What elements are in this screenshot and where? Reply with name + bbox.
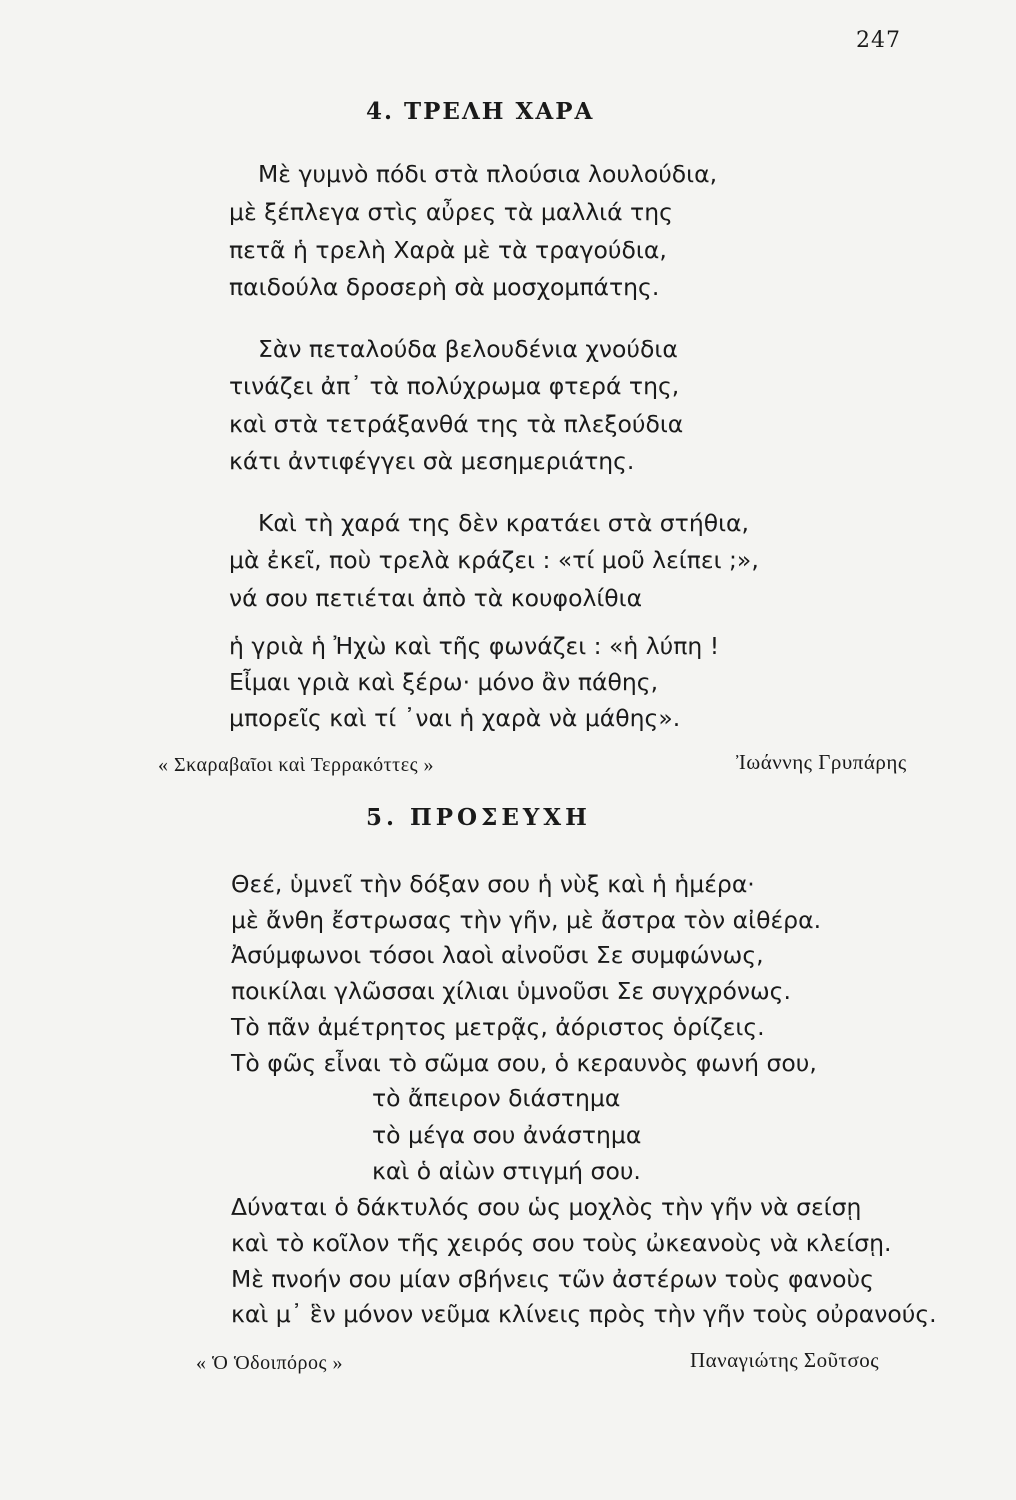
page-number: 247 (856, 28, 901, 53)
verse-line: Καὶ τὴ χαρά της δὲν κρατάει στὰ στήθια, (258, 509, 750, 537)
verse-line: Εἶμαι γριὰ καὶ ξέρω· μόνο ἂν πάθης, (229, 668, 659, 696)
verse-line: ποικίλαι γλῶσσαι χίλιαι ὑμνοῦσι Σε συγχρόνως. (231, 977, 791, 1005)
verse-line: τινάζει ἀπ᾽ τὰ πολύχρωμα φτερά της, (229, 372, 680, 400)
verse-line: τὸ μέγα σου ἀνάστημα (372, 1121, 642, 1149)
verse-line: ἡ γριὰ ἡ Ἠχὼ καὶ τῆς φωνάζει : «ἡ λύπη ! (229, 632, 720, 660)
verse-line: μπορεῖς καὶ τί ᾽ναι ἡ χαρὰ νὰ μάθης». (229, 704, 681, 732)
poem-author: Παναγιώτης Σοῦτσος (690, 1348, 880, 1372)
verse-line: τὸ ἄπειρον διάστημα (372, 1084, 621, 1112)
verse-line: Τὸ φῶς εἶναι τὸ σῶμα σου, ὁ κεραυνὸς φωνή σου, (231, 1049, 817, 1077)
verse-line: νά σου πετιέται ἀπὸ τὰ κουφολίθια (229, 584, 643, 612)
poem-title: 4. ΤΡΕΛΗ ΧΑΡΑ (366, 98, 595, 125)
poem-author: Ἰωάννης Γρυπάρης (736, 750, 907, 774)
verse-line: καὶ στὰ τετράξανθά της τὰ πλεξούδια (229, 410, 684, 438)
verse-line: Μὲ πνοήν σου μίαν σβήνεις τῶν ἀστέρων τοὺς φανοὺς (231, 1265, 874, 1293)
verse-line: πετᾶ ἡ τρελὴ Χαρὰ μὲ τὰ τραγούδια, (229, 236, 667, 264)
poem-source: « Ὁ Ὁδοιπόρος » (196, 1352, 343, 1374)
verse-line: μὰ ἐκεῖ, ποὺ τρελὰ κράζει : «τί μοῦ λείπει ;», (229, 546, 759, 574)
verse-line: Μὲ γυμνὸ πόδι στὰ πλούσια λουλούδια, (258, 160, 718, 188)
verse-line: Δύναται ὁ δάκτυλός σου ὡς μοχλὸς τὴν γῆν νὰ σείσῃ (231, 1193, 862, 1221)
verse-line: καὶ τὸ κοῖλον τῆς χειρός σου τοὺς ὠκεανοὺς νὰ κλείσῃ. (231, 1229, 892, 1257)
verse-line: Θεέ, ὑμνεῖ τὴν δόξαν σου ἡ νὺξ καὶ ἡ ἡμέρα· (231, 870, 755, 898)
verse-line: παιδούλα δροσερὴ σὰ μοσχομπάτης. (229, 273, 660, 301)
verse-line: καὶ μ᾽ ἓν μόνον νεῦμα κλίνεις πρὸς τὴν γῆν τοὺς οὐρανούς. (231, 1300, 937, 1328)
verse-line: Ἀσύμφωνοι τόσοι λαοὶ αἰνοῦσι Σε συμφώνως, (231, 941, 764, 969)
verse-line: κάτι ἀντιφέγγει σὰ μεσημεριάτης. (229, 447, 635, 475)
poem-source: « Σκαραβαῖοι καὶ Τερρακόττες » (158, 754, 435, 776)
verse-line: Τὸ πᾶν ἀμέτρητος μετρᾷς, ἀόριστος ὁρίζεις. (231, 1013, 765, 1041)
poem-title: 5. ΠΡΟΣΕΥΧΗ (366, 804, 591, 831)
verse-line: μὲ ἄνθη ἔστρωσας τὴν γῆν, μὲ ἄστρα τὸν αἰθέρα. (231, 906, 822, 934)
verse-line: μὲ ξέπλεγα στὶς αὖρες τὰ μαλλιά της (229, 198, 673, 226)
verse-line: Σὰν πεταλούδα βελουδένια χνούδια (258, 335, 678, 363)
verse-line: καὶ ὁ αἰὼν στιγμή σου. (372, 1157, 641, 1185)
